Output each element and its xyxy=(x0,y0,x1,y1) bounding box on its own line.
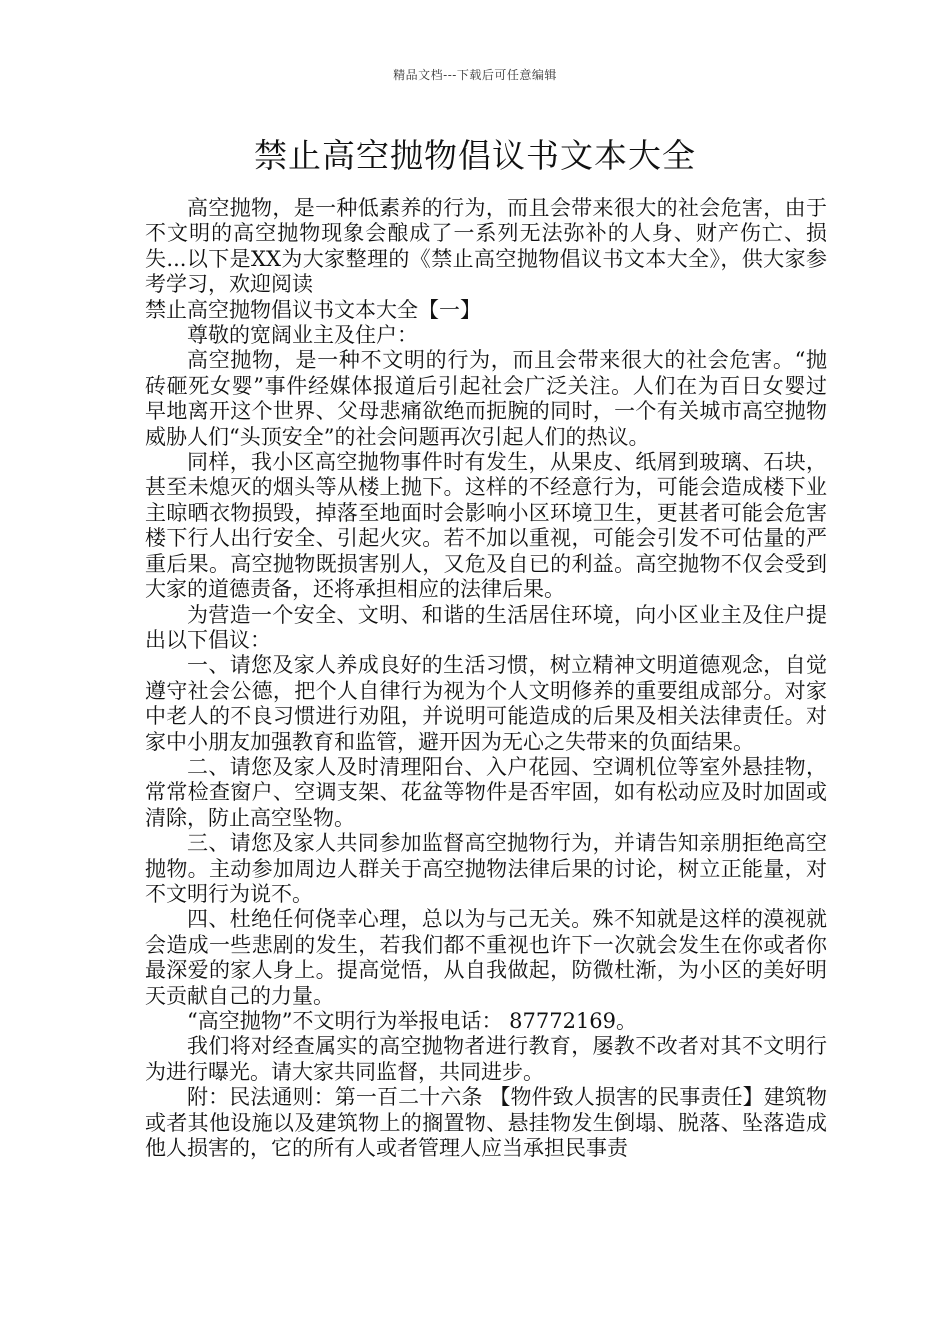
paragraph-proposal-four: 四、杜绝任何侥幸心理，总以为与己无关。殊不知就是这样的漠视就会造成一些悲剧的发生，若我们都不重视也许下一次就会发生在你或者你最深爱的家人身上。提高觉悟，从自我做起，防微杜渐，为小区的美好明天贡献自己的力量。 xyxy=(145,907,827,1008)
paragraph-body: 为营造一个安全、文明、和谐的生活居住环境，向小区业主及住户提出以下倡议： xyxy=(145,602,827,652)
paragraph-salutation: 尊敬的宽阔业主及住户： xyxy=(187,323,418,348)
paragraph-intro: 高空抛物，是一种低素养的行为，而且会带来很大的社会危害，由于不文明的高空抛物现象会酿成了一系列无法弥补的人身、财产伤亡、损失...以下是XX为大家整理的《禁止高空抛物倡议书文本大全》，供大家参考学习，欢迎阅读 xyxy=(145,196,827,297)
paragraph-appendix: 附：民法通则：第一百二十六条 【物件致人损害的民事责任】建筑物或者其他设施以及建筑物上的搁置物、悬挂物发生倒塌、脱落、坠落造成他人损害的，它的所有人或者管理人应当承担民事责 xyxy=(145,1085,827,1161)
document-title: 禁止高空抛物倡议书文本大全 xyxy=(254,136,696,175)
paragraph-hotline: “高空抛物”不文明行为举报电话： 87772169。 xyxy=(187,1009,638,1033)
paragraph-proposal-one: 一、请您及家人养成良好的生活习惯，树立精神文明道德观念，自觉遵守社会公德，把个人自律行为视为个人文明修养的重要组成部分。对家中老人的不良习惯进行劝阻，并说明可能造成的后果及相关法律责任。对家中小朋友加强教育和监管，避开因为无心之失带来的负面结果。 xyxy=(145,653,827,754)
paragraph-proposal-two: 二、请您及家人及时清理阳台、入户花园、空调机位等室外悬挂物，常常检查窗户、空调支架、花盆等物件是否牢固，如有松动应及时加固或清除，防止高空坠物。 xyxy=(145,754,827,830)
section-heading-one: 禁止高空抛物倡议书文本大全【一】 xyxy=(145,297,481,322)
paragraph-proposal-three: 三、请您及家人共同参加监督高空抛物行为，并请告知亲朋拒绝高空抛物。主动参加周边人群关于高空抛物法律后果的讨论，树立正能量，对不文明行为说不。 xyxy=(145,831,827,906)
document-body xyxy=(145,196,827,1161)
paragraph-body: 高空抛物，是一种不文明的行为，而且会带来很大的社会危害。“抛砖砸死女婴”事件经媒体报道后引起社会广泛关注。人们在为百日女婴过早地离开这个世界、父母悲痛欲绝而扼腕的同时，一个有关城市高空抛物威胁人们“头顶安全”的社会问题再次引起人们的热议。 xyxy=(145,348,827,449)
header-note: 精品文档---下载后可任意编辑 xyxy=(393,68,557,82)
paragraph-body: 我们将对经查属实的高空抛物者进行教育，屡教不改者对其不文明行为进行曝光。请大家共同监督，共同进步。 xyxy=(145,1034,827,1084)
paragraph-body: 同样，我小区高空抛物事件时有发生，从果皮、纸屑到玻璃、石块，甚至未熄灭的烟头等从楼上抛下。这样的不经意行为，可能会造成楼下业主晾晒衣物损毁，掉落至地面时会影响小区环境卫生，更甚者可能会危害楼下行人出行安全、引起火灾。若不加以重视，可能会引发不可估量的严重后果。高空抛物既损害别人，又危及自已的利益。高空抛物不仅会受到大家的道德责备，还将承担相应的法律后果。 xyxy=(145,450,827,602)
